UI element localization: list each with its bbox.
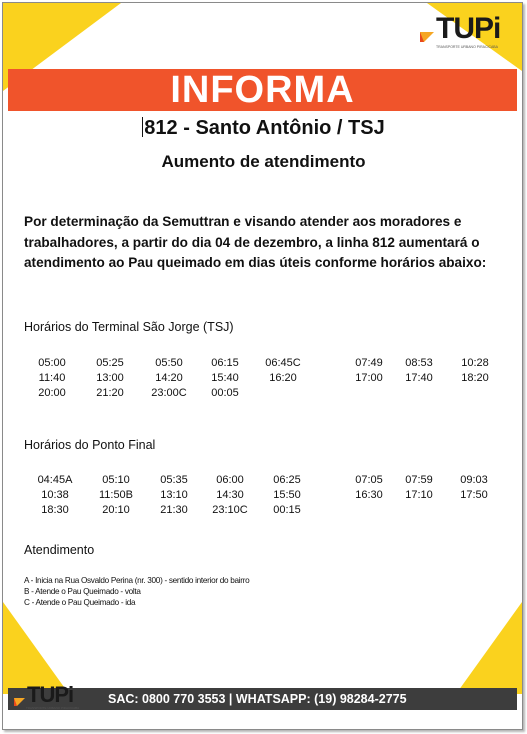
time-cell: 07:49 xyxy=(355,357,383,369)
time-cell: 21:20 xyxy=(96,387,124,399)
time-cell: 00:05 xyxy=(211,387,239,399)
logo-text: TUPi xyxy=(436,12,501,45)
time-cell: 17:10 xyxy=(405,489,433,501)
time-cell: 09:03 xyxy=(460,474,488,486)
time-cell: 15:40 xyxy=(211,372,239,384)
time-cell: 17:00 xyxy=(355,372,383,384)
time-cell: 16:20 xyxy=(269,372,297,384)
time-cell: 16:30 xyxy=(355,489,383,501)
schedule-row xyxy=(22,386,502,401)
time-cell: 05:00 xyxy=(38,357,66,369)
logo-arrow-icon xyxy=(420,32,434,42)
time-cell: 10:38 xyxy=(41,489,69,501)
time-cell: 07:59 xyxy=(405,474,433,486)
footer-contact: SAC: 0800 770 3553 | WHATSAPP: (19) 98284-2775 xyxy=(108,692,407,706)
logo-arrow-icon xyxy=(14,698,25,706)
line-title: 812 - Santo Antônio / TSJ xyxy=(144,117,385,139)
time-cell: 06:15 xyxy=(211,357,239,369)
time-cell: 05:50 xyxy=(155,357,183,369)
banner-title: INFORMA xyxy=(170,69,355,111)
time-cell: 07:05 xyxy=(355,474,383,486)
logo-text: TUPi xyxy=(27,682,74,707)
time-cell: 06:45C xyxy=(265,357,301,369)
line-title-wrap xyxy=(0,117,527,140)
time-cell: 00:15 xyxy=(273,504,301,516)
time-cell: 05:35 xyxy=(160,474,188,486)
time-cell: 20:00 xyxy=(38,387,66,399)
time-cell: 11:40 xyxy=(38,372,66,384)
time-cell: 17:40 xyxy=(405,372,433,384)
time-cell: 05:25 xyxy=(96,357,124,369)
final-schedule-heading: Horários do Ponto Final xyxy=(24,438,156,452)
corner-decoration-bottom-left xyxy=(3,602,69,694)
time-cell: 17:50 xyxy=(460,489,488,501)
time-cell: 20:10 xyxy=(102,504,130,516)
final-schedule-table xyxy=(22,473,502,518)
schedule-row xyxy=(22,473,502,488)
time-cell: 06:00 xyxy=(216,474,244,486)
corner-decoration-bottom-right xyxy=(456,602,522,694)
note-item: A - Inicia na Rua Osvaldo Perina (nr. 300) - sentido interior do bairro xyxy=(24,576,250,585)
note-item: B - Atende o Pau Queimado - volta xyxy=(24,587,141,596)
atendimento-heading: Atendimento xyxy=(24,543,95,557)
time-cell: 05:10 xyxy=(102,474,130,486)
schedule-row xyxy=(22,503,502,518)
time-cell: 08:53 xyxy=(405,357,433,369)
notice-subtitle: Aumento de atendimento xyxy=(161,152,366,171)
notice-paragraph: Por determinação da Semuttran e visando atender aos moradores e trabalhadores, a partir do dia 04 de dezembro, a linha 812 aumentará o atendimento ao Pau queimado em dias úteis conforme horários abaixo: xyxy=(24,214,487,270)
time-cell: 10:28 xyxy=(461,357,489,369)
time-cell: 13:10 xyxy=(160,489,188,501)
time-cell: 11:50B xyxy=(98,489,134,501)
time-cell: 14:20 xyxy=(155,372,183,384)
time-cell: 13:00 xyxy=(96,372,124,384)
time-cell: 04:45A xyxy=(37,474,73,486)
time-cell: 23:00C xyxy=(151,387,187,399)
schedule-row xyxy=(22,371,502,386)
terminal-schedule-table xyxy=(22,356,502,401)
logo-subtitle: TRANSPORTE URBANO PIRACICABA xyxy=(436,45,498,49)
schedule-row xyxy=(22,356,502,371)
terminal-schedule-heading: Horários do Terminal São Jorge (TSJ) xyxy=(24,320,234,334)
time-cell: 18:30 xyxy=(41,504,69,516)
tupi-logo xyxy=(420,12,501,49)
time-cell: 21:30 xyxy=(160,504,188,516)
time-cell: 18:20 xyxy=(461,372,489,384)
informa-banner xyxy=(8,69,517,111)
time-cell: 14:30 xyxy=(216,489,244,501)
time-cell: 23:10C xyxy=(212,504,248,516)
time-cell: 15:50 xyxy=(273,489,301,501)
note-item: C - Atende o Pau Queimado - ida xyxy=(24,598,136,607)
time-cell: 06:25 xyxy=(273,474,301,486)
schedule-row xyxy=(22,488,502,503)
logo-subtitle: TRANSPORTE URBANO PIRACICABA xyxy=(26,706,80,710)
tupi-logo-footer xyxy=(14,682,80,710)
atendimento-notes xyxy=(24,575,249,608)
footer-bar xyxy=(8,688,517,710)
